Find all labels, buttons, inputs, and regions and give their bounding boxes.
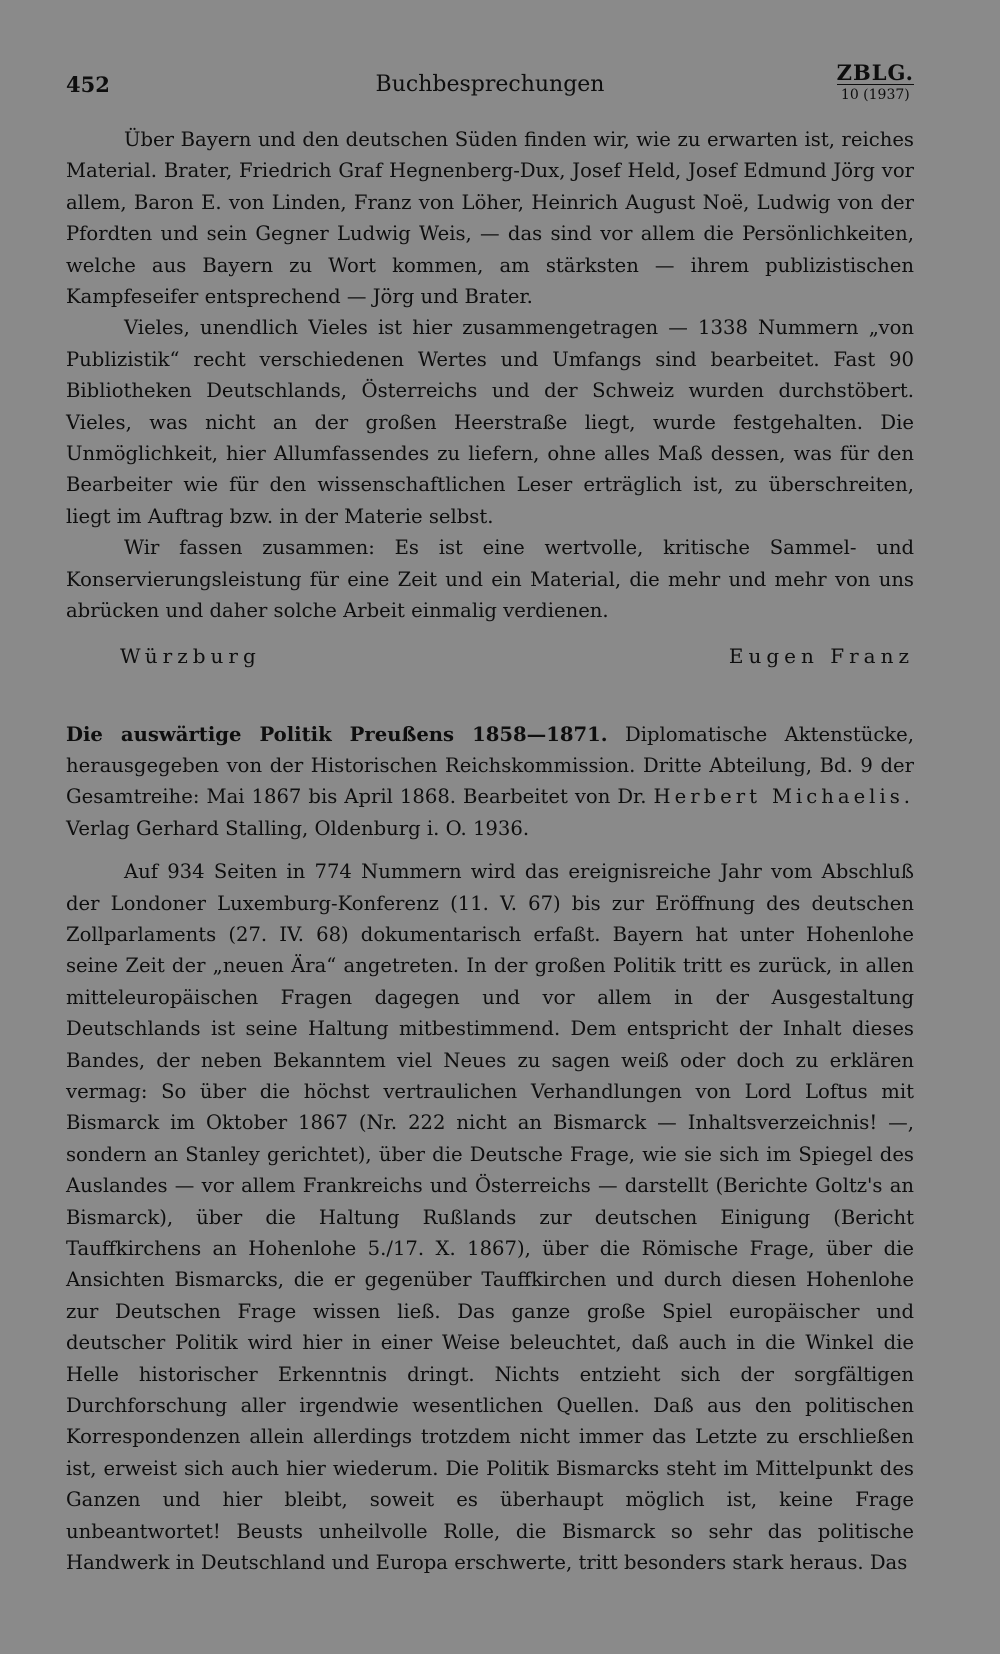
- review-2-book-title: Die auswärtige Politik Preußens 1858—1871.: [66, 722, 608, 746]
- review-2-paragraph: Auf 934 Seiten in 774 Nummern wird das ereignisreiche Jahr vom Abschluß der Londoner Luxemburg-Konferenz (11. V. 67) bis zur Eröffnung des deutschen Zollparlaments (27. IV. 68) dokumentarisch erfaßt. Bayern hat unter Hohenlohe seine Zeit der „neuen Ära“ angetreten. In der großen Politik tritt es zurück, in allen mitteleuropäischen Fragen dagegen und vor allem in der Ausgestaltung Deutschlands ist seine Haltung mitbestimmend. Dem entspricht der Inhalt dieses Bandes, der neben Bekanntem viel Neues zu sagen weiß oder doch zu erklären vermag: So über die höchst vertraulichen Verhandlungen von Lord Loftus mit Bismarck im Oktober 1867 (Nr. 222 nicht an Bismarck — Inhaltsverzeichnis! —, sondern an Stanley gerichtet), über die Deutsche Frage, wie sie sich im Spiegel des Auslandes — vor allem Frankreichs und Österreichs — darstellt (Berichte Goltz's an Bismarck), über die Haltung Rußlands zur deutschen Einigung (Bericht Tauffkirchens an Hohenlohe 5./17. X. 1867), über die Römische Frage, über die Ansichten Bismarcks, die er gegenüber Tauffkirchen und durch diesen Hohenlohe zur Deutschen Frage wissen ließ. Das ganze große Spiel europäischer und deutscher Politik wird hier in einer Weise beleuchtet, daß auch in die Winkel die Helle historischer Erkenntnis dringt. Nichts entzieht sich der sorgfältigen Durchforschung aller irgendwie wesentlichen Quellen. Daß aus den politischen Korrespondenzen allein allerdings trotzdem nicht immer das Letzte zu erschließen ist, erweist sich auch hier wiederum. Die Politik Bismarcks steht im Mittelpunkt des Ganzen und hier bleibt, soweit es überhaupt möglich ist, keine Frage unbeantwortet! Beusts unheilvolle Rolle, die Bismarck so sehr das politische Handwerk in Deutschland und Europa erschwerte, tritt besonders stark heraus. Das: [66, 860, 914, 1575]
- book-page: [66, 60, 914, 1578]
- review-2-publisher: Verlag Gerhard Stalling, Oldenburg i. O. 1936.: [66, 816, 530, 840]
- review-2-editor: Herbert Michaelis.: [653, 785, 914, 809]
- review-1-paragraph: Vieles, unendlich Vieles ist hier zusammengetragen — 1338 Nummern „von Publizistik“ recht verschiedenen Wertes und Umfangs sind bearbeitet. Fast 90 Bibliotheken Deutschlands, Österreichs und der Schweiz wurden durchstöbert. Vieles, was nicht an der großen Heerstraße liegt, wurde festgehalten. Die Unmöglichkeit, hier Allumfassendes zu liefern, ohne alles Maß dessen, was für den Bearbeiter wie für den wissenschaftlichen Leser erträglich ist, zu überschreiten, liegt im Auftrag bzw. in der Materie selbst.: [66, 316, 914, 528]
- journal-abbreviation: ZBLG.: [836, 60, 914, 85]
- page-header: [66, 60, 914, 112]
- journal-volume: 10 (1937): [840, 87, 910, 103]
- running-title: Buchbesprechungen: [375, 72, 605, 97]
- review-1-paragraph: Wir fassen zusammen: Es ist eine wertvolle, kritische Sammel- und Konservierungsleistung für eine Zeit und ein Material, die mehr und mehr von uns abrücken und daher solche Arbeit einmalig verdienen.: [66, 536, 914, 623]
- review-2-description: Diplomatische Aktenstücke, herausgegeben von der Historischen Reichskommission. Dritte Abteilung, Bd. 9 der Gesamtreihe: Mai 1867 bis April 1868. Bearbeitet von Dr.: [66, 722, 914, 809]
- journal-reference: [837, 62, 914, 105]
- signature-author: Eugen Franz: [728, 643, 914, 668]
- review-1: [66, 124, 914, 671]
- review-1-paragraph: Über Bayern und den deutschen Süden finden wir, wie zu erwarten ist, reiches Material. Brater, Friedrich Graf Hegnenberg-Dux, Josef Held, Josef Edmund Jörg vor allem, Baron E. von Linden, Franz von Löher, Heinrich August Noë, Ludwig von der Pfordten und sein Gegner Ludwig Weis, — das sind vor allem die Persönlichkeiten, welche aus Bayern zu Wort kommen, am stärksten — ihrem publizistischen Kampfeseifer entsprechend — Jörg und Brater.: [66, 128, 914, 309]
- review-1-signature: [66, 641, 914, 671]
- signature-place: Würzburg: [120, 643, 261, 668]
- review-2-body: [66, 856, 914, 1578]
- page-number: 452: [66, 72, 110, 97]
- review-2-bibliographic-header: [66, 719, 914, 845]
